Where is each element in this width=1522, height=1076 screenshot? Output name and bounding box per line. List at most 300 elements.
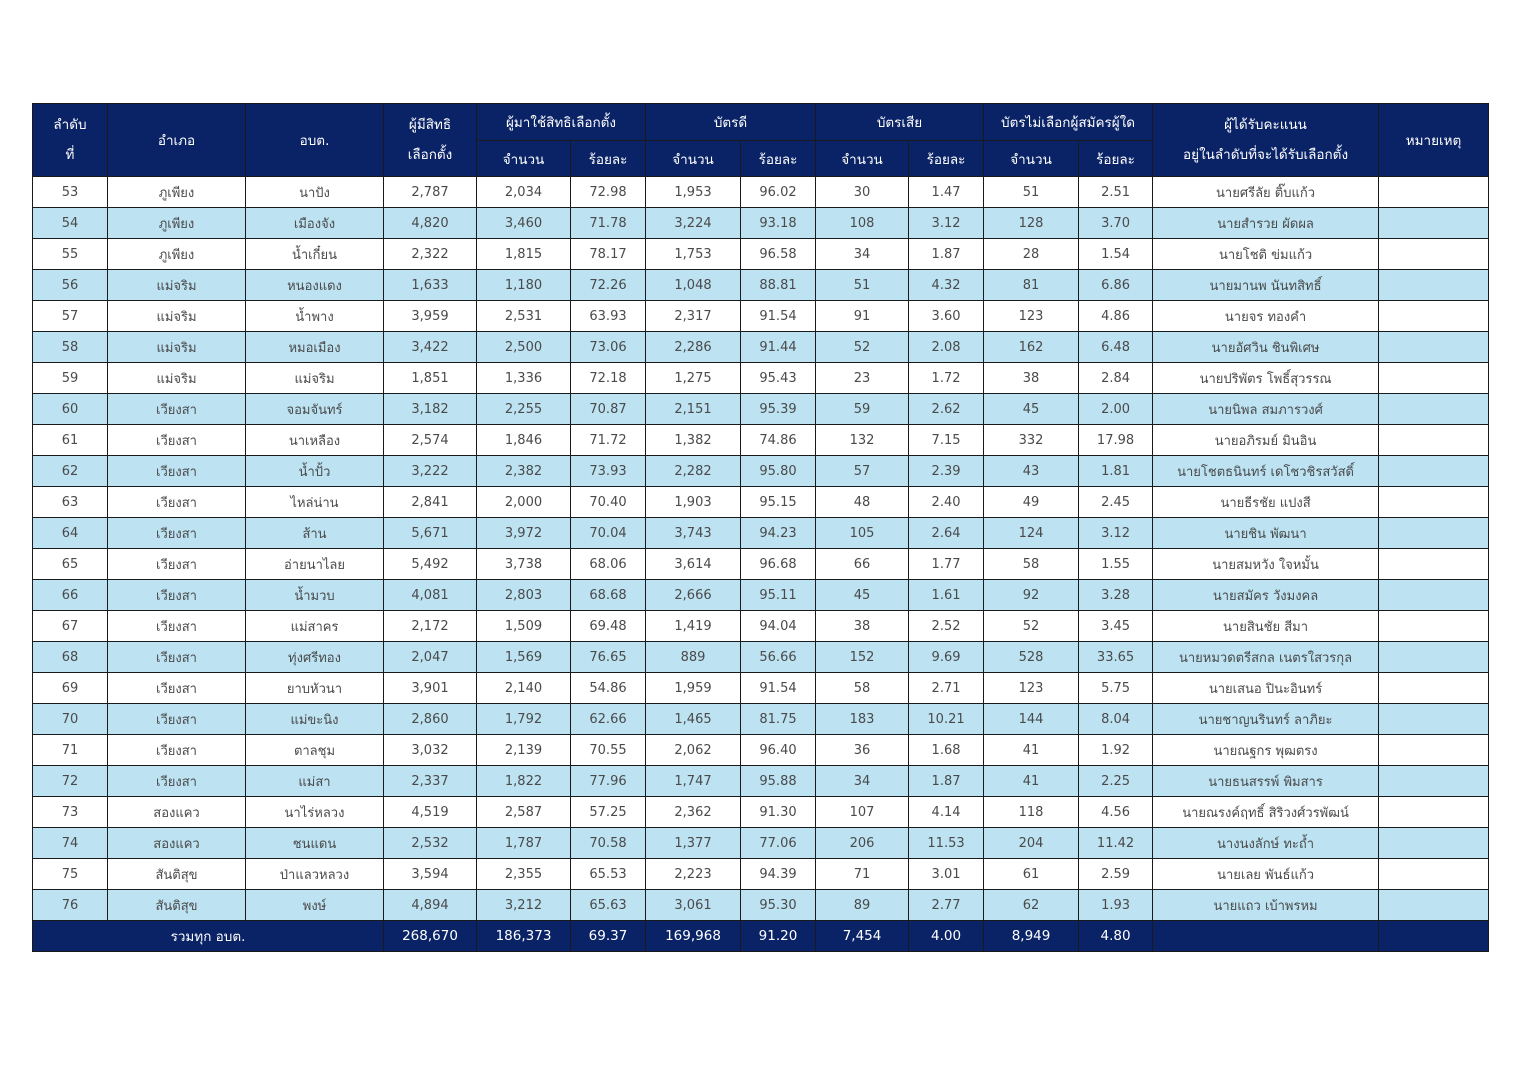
cell-eligible: 4,081 — [384, 580, 477, 611]
total-eligible: 268,670 — [384, 921, 477, 952]
cell-eligible: 5,671 — [384, 518, 477, 549]
cell-good: 1,747 — [646, 766, 741, 797]
cell-sao: ป่าแลวหลวง — [246, 859, 384, 890]
cell-remark — [1379, 797, 1489, 828]
cell-bad: 108 — [816, 208, 909, 239]
cell-seq: 59 — [33, 363, 108, 394]
cell-novote-pct: 33.65 — [1079, 642, 1153, 673]
cell-winner: นายแถว เบ้าพรหม — [1153, 890, 1379, 921]
table-row — [33, 456, 1489, 487]
cell-district: แม่จริม — [108, 301, 246, 332]
cell-voters: 2,382 — [477, 456, 571, 487]
cell-seq: 64 — [33, 518, 108, 549]
total-novote-pct: 4.80 — [1079, 921, 1153, 952]
cell-good-pct: 94.04 — [741, 611, 816, 642]
cell-seq: 66 — [33, 580, 108, 611]
cell-voters: 2,034 — [477, 177, 571, 208]
cell-novote: 41 — [984, 766, 1079, 797]
cell-district: ภูเพียง — [108, 208, 246, 239]
cell-bad-pct: 1.87 — [909, 766, 984, 797]
cell-remark — [1379, 239, 1489, 270]
cell-novote-pct: 2.00 — [1079, 394, 1153, 425]
cell-remark — [1379, 673, 1489, 704]
cell-winner: นายธนสรรพ์ พิมสาร — [1153, 766, 1379, 797]
cell-novote: 332 — [984, 425, 1079, 456]
cell-remark — [1379, 611, 1489, 642]
cell-eligible: 2,860 — [384, 704, 477, 735]
cell-remark — [1379, 859, 1489, 890]
cell-novote: 528 — [984, 642, 1079, 673]
cell-voters-pct: 77.96 — [571, 766, 646, 797]
col-winner-line2: อยู่ในลำดับที่จะได้รับเลือกตั้ง — [1183, 147, 1349, 163]
cell-novote: 52 — [984, 611, 1079, 642]
cell-remark — [1379, 580, 1489, 611]
cell-district: สองแคว — [108, 797, 246, 828]
cell-voters-pct: 65.63 — [571, 890, 646, 921]
cell-novote: 118 — [984, 797, 1079, 828]
table-row — [33, 859, 1489, 890]
cell-bad-pct: 3.12 — [909, 208, 984, 239]
cell-remark — [1379, 642, 1489, 673]
cell-good: 1,959 — [646, 673, 741, 704]
cell-voters: 1,822 — [477, 766, 571, 797]
col-district: อำเภอ — [108, 104, 246, 177]
cell-eligible: 2,574 — [384, 425, 477, 456]
cell-sao: ยาบหัวนา — [246, 673, 384, 704]
cell-bad-pct: 11.53 — [909, 828, 984, 859]
total-good: 169,968 — [646, 921, 741, 952]
cell-novote-pct: 2.59 — [1079, 859, 1153, 890]
cell-sao: ส้าน — [246, 518, 384, 549]
col-sao: อบต. — [246, 104, 384, 177]
cell-seq: 54 — [33, 208, 108, 239]
cell-bad: 23 — [816, 363, 909, 394]
cell-novote-pct: 3.70 — [1079, 208, 1153, 239]
cell-voters-pct: 78.17 — [571, 239, 646, 270]
cell-district: เวียงสา — [108, 487, 246, 518]
cell-seq: 74 — [33, 828, 108, 859]
cell-district: เวียงสา — [108, 518, 246, 549]
col-remark: หมายเหตุ — [1379, 104, 1489, 177]
table-row — [33, 797, 1489, 828]
table-row — [33, 642, 1489, 673]
cell-remark — [1379, 890, 1489, 921]
cell-good-pct: 88.81 — [741, 270, 816, 301]
cell-good: 1,419 — [646, 611, 741, 642]
cell-sao: น้ำมวบ — [246, 580, 384, 611]
cell-voters: 2,803 — [477, 580, 571, 611]
cell-novote: 204 — [984, 828, 1079, 859]
total-voters: 186,373 — [477, 921, 571, 952]
cell-seq: 60 — [33, 394, 108, 425]
cell-eligible: 3,594 — [384, 859, 477, 890]
cell-good-pct: 91.54 — [741, 673, 816, 704]
cell-bad-pct: 4.14 — [909, 797, 984, 828]
cell-eligible: 3,901 — [384, 673, 477, 704]
cell-bad: 58 — [816, 673, 909, 704]
cell-bad-pct: 10.21 — [909, 704, 984, 735]
col-good-count: จำนวน — [646, 141, 741, 177]
cell-district: เวียงสา — [108, 673, 246, 704]
cell-remark — [1379, 394, 1489, 425]
cell-eligible: 3,222 — [384, 456, 477, 487]
cell-bad: 45 — [816, 580, 909, 611]
cell-remark — [1379, 456, 1489, 487]
cell-winner: นายอภิรมย์ มินอิน — [1153, 425, 1379, 456]
cell-novote-pct: 3.45 — [1079, 611, 1153, 642]
cell-good-pct: 95.30 — [741, 890, 816, 921]
table-row — [33, 332, 1489, 363]
cell-bad: 91 — [816, 301, 909, 332]
cell-voters: 2,531 — [477, 301, 571, 332]
cell-remark — [1379, 425, 1489, 456]
col-group-good: บัตรดี — [646, 104, 816, 141]
col-good-percent: ร้อยละ — [741, 141, 816, 177]
cell-voters: 2,587 — [477, 797, 571, 828]
cell-eligible: 2,322 — [384, 239, 477, 270]
cell-novote-pct: 1.55 — [1079, 549, 1153, 580]
cell-district: เวียงสา — [108, 766, 246, 797]
cell-voters: 1,509 — [477, 611, 571, 642]
cell-good: 1,382 — [646, 425, 741, 456]
col-seq-line2: ที่ — [65, 147, 75, 163]
cell-bad: 66 — [816, 549, 909, 580]
cell-voters: 2,255 — [477, 394, 571, 425]
cell-good: 1,465 — [646, 704, 741, 735]
cell-bad: 34 — [816, 766, 909, 797]
cell-bad: 48 — [816, 487, 909, 518]
cell-novote-pct: 17.98 — [1079, 425, 1153, 456]
cell-novote: 123 — [984, 673, 1079, 704]
cell-remark — [1379, 208, 1489, 239]
cell-sao: แม่ขะนิง — [246, 704, 384, 735]
cell-novote-pct: 6.86 — [1079, 270, 1153, 301]
cell-remark — [1379, 549, 1489, 580]
cell-voters: 1,180 — [477, 270, 571, 301]
cell-novote-pct: 1.81 — [1079, 456, 1153, 487]
cell-bad: 105 — [816, 518, 909, 549]
table-row — [33, 518, 1489, 549]
cell-novote: 38 — [984, 363, 1079, 394]
cell-voters: 2,355 — [477, 859, 571, 890]
table-row — [33, 580, 1489, 611]
cell-eligible: 3,422 — [384, 332, 477, 363]
cell-novote-pct: 1.92 — [1079, 735, 1153, 766]
cell-novote: 43 — [984, 456, 1079, 487]
cell-sao: หนองแดง — [246, 270, 384, 301]
cell-bad: 132 — [816, 425, 909, 456]
cell-voters-pct: 62.66 — [571, 704, 646, 735]
cell-winner: นางนงลักษ์ ทะถ้ำ — [1153, 828, 1379, 859]
cell-novote-pct: 2.51 — [1079, 177, 1153, 208]
cell-voters: 1,846 — [477, 425, 571, 456]
cell-winner: นายหมวดตรีสกล เนตรใสวรกุล — [1153, 642, 1379, 673]
cell-good-pct: 95.80 — [741, 456, 816, 487]
cell-novote-pct: 1.54 — [1079, 239, 1153, 270]
cell-bad-pct: 3.01 — [909, 859, 984, 890]
cell-bad-pct: 2.71 — [909, 673, 984, 704]
total-remark-empty — [1379, 921, 1489, 952]
cell-novote: 62 — [984, 890, 1079, 921]
cell-good: 2,223 — [646, 859, 741, 890]
cell-district: สองแคว — [108, 828, 246, 859]
cell-good: 1,953 — [646, 177, 741, 208]
cell-bad: 30 — [816, 177, 909, 208]
cell-bad-pct: 2.64 — [909, 518, 984, 549]
cell-bad: 52 — [816, 332, 909, 363]
cell-novote-pct: 1.93 — [1079, 890, 1153, 921]
col-bad-percent: ร้อยละ — [909, 141, 984, 177]
cell-sao: นาปัง — [246, 177, 384, 208]
col-group-bad: บัตรเสีย — [816, 104, 984, 141]
table-footer — [33, 921, 1489, 952]
cell-voters: 1,815 — [477, 239, 571, 270]
cell-winner: นายเลย พันธ์แก้ว — [1153, 859, 1379, 890]
cell-eligible: 2,532 — [384, 828, 477, 859]
cell-seq: 57 — [33, 301, 108, 332]
cell-novote: 123 — [984, 301, 1079, 332]
table-row — [33, 673, 1489, 704]
cell-good-pct: 91.54 — [741, 301, 816, 332]
table-row — [33, 394, 1489, 425]
cell-remark — [1379, 735, 1489, 766]
cell-good: 2,062 — [646, 735, 741, 766]
cell-district: สันติสุข — [108, 890, 246, 921]
cell-good-pct: 74.86 — [741, 425, 816, 456]
cell-novote-pct: 11.42 — [1079, 828, 1153, 859]
cell-voters-pct: 70.40 — [571, 487, 646, 518]
cell-good: 2,666 — [646, 580, 741, 611]
cell-winner: นายปริพัตร โพธิ์สุวรรณ — [1153, 363, 1379, 394]
cell-winner: นายณฐกร พุฒตรง — [1153, 735, 1379, 766]
cell-voters-pct: 70.87 — [571, 394, 646, 425]
cell-good-pct: 96.58 — [741, 239, 816, 270]
cell-winner: นายสำรวย ผัดผล — [1153, 208, 1379, 239]
cell-winner: นายโชติ ข่มแก้ว — [1153, 239, 1379, 270]
cell-winner: นายศรีลัย ติ๊บแก้ว — [1153, 177, 1379, 208]
cell-winner: นายณรงค์ฤทธิ์ สิริวงศ์วรพัฒน์ — [1153, 797, 1379, 828]
cell-seq: 67 — [33, 611, 108, 642]
table-row — [33, 270, 1489, 301]
cell-novote-pct: 3.12 — [1079, 518, 1153, 549]
cell-bad-pct: 2.39 — [909, 456, 984, 487]
table-row — [33, 735, 1489, 766]
cell-eligible: 2,337 — [384, 766, 477, 797]
cell-bad-pct: 1.61 — [909, 580, 984, 611]
cell-winner: นายสมหวัง ใจหมั้น — [1153, 549, 1379, 580]
col-seq-line1: ลำดับ — [53, 117, 87, 133]
cell-bad: 89 — [816, 890, 909, 921]
cell-eligible: 2,841 — [384, 487, 477, 518]
table-row — [33, 890, 1489, 921]
cell-novote: 45 — [984, 394, 1079, 425]
cell-good-pct: 96.02 — [741, 177, 816, 208]
cell-good-pct: 77.06 — [741, 828, 816, 859]
cell-good: 1,753 — [646, 239, 741, 270]
cell-good-pct: 95.88 — [741, 766, 816, 797]
table-row — [33, 239, 1489, 270]
cell-seq: 65 — [33, 549, 108, 580]
cell-novote: 51 — [984, 177, 1079, 208]
col-group-voters: ผู้มาใช้สิทธิเลือกตั้ง — [477, 104, 646, 141]
col-eligible — [384, 104, 477, 177]
cell-seq: 63 — [33, 487, 108, 518]
cell-bad: 59 — [816, 394, 909, 425]
table-row — [33, 549, 1489, 580]
cell-seq: 62 — [33, 456, 108, 487]
cell-sao: จอมจันทร์ — [246, 394, 384, 425]
table-row — [33, 704, 1489, 735]
cell-seq: 71 — [33, 735, 108, 766]
cell-good: 2,362 — [646, 797, 741, 828]
cell-voters-pct: 54.86 — [571, 673, 646, 704]
cell-good: 2,317 — [646, 301, 741, 332]
cell-novote: 128 — [984, 208, 1079, 239]
cell-eligible: 3,032 — [384, 735, 477, 766]
cell-eligible: 4,519 — [384, 797, 477, 828]
cell-remark — [1379, 301, 1489, 332]
cell-winner: นายโชตธนินทร์ เดโชวชิรสวัสดิ์ — [1153, 456, 1379, 487]
cell-voters: 1,787 — [477, 828, 571, 859]
cell-voters: 2,500 — [477, 332, 571, 363]
cell-district: เวียงสา — [108, 394, 246, 425]
total-good-pct: 91.20 — [741, 921, 816, 952]
cell-sao: ชนแดน — [246, 828, 384, 859]
cell-district: เวียงสา — [108, 642, 246, 673]
cell-novote-pct: 2.25 — [1079, 766, 1153, 797]
cell-voters-pct: 69.48 — [571, 611, 646, 642]
table-row — [33, 301, 1489, 332]
cell-voters-pct: 68.06 — [571, 549, 646, 580]
cell-sao: นาเหลือง — [246, 425, 384, 456]
cell-voters-pct: 70.55 — [571, 735, 646, 766]
cell-good-pct: 95.15 — [741, 487, 816, 518]
cell-good: 2,151 — [646, 394, 741, 425]
cell-winner: นายสินชัย สีมา — [1153, 611, 1379, 642]
total-bad: 7,454 — [816, 921, 909, 952]
cell-bad: 152 — [816, 642, 909, 673]
col-eligible-line2: เลือกตั้ง — [407, 147, 453, 163]
cell-winner: นายเสนอ ปินะอินทร์ — [1153, 673, 1379, 704]
cell-seq: 70 — [33, 704, 108, 735]
cell-bad: 36 — [816, 735, 909, 766]
total-novote: 8,949 — [984, 921, 1079, 952]
cell-seq: 58 — [33, 332, 108, 363]
cell-novote-pct: 4.86 — [1079, 301, 1153, 332]
cell-seq: 73 — [33, 797, 108, 828]
cell-remark — [1379, 487, 1489, 518]
cell-eligible: 1,851 — [384, 363, 477, 394]
cell-novote: 162 — [984, 332, 1079, 363]
cell-voters: 3,972 — [477, 518, 571, 549]
total-winner-empty — [1153, 921, 1379, 952]
cell-sao: น้ำพาง — [246, 301, 384, 332]
cell-good: 1,903 — [646, 487, 741, 518]
cell-sao: แม่จริม — [246, 363, 384, 394]
cell-good: 1,275 — [646, 363, 741, 394]
cell-novote: 58 — [984, 549, 1079, 580]
cell-voters: 1,336 — [477, 363, 571, 394]
cell-voters-pct: 71.78 — [571, 208, 646, 239]
cell-good: 3,061 — [646, 890, 741, 921]
cell-novote-pct: 8.04 — [1079, 704, 1153, 735]
cell-seq: 56 — [33, 270, 108, 301]
cell-voters: 2,139 — [477, 735, 571, 766]
cell-good-pct: 93.18 — [741, 208, 816, 239]
cell-eligible: 2,172 — [384, 611, 477, 642]
cell-good-pct: 56.66 — [741, 642, 816, 673]
cell-voters-pct: 72.18 — [571, 363, 646, 394]
cell-voters: 2,140 — [477, 673, 571, 704]
cell-good: 3,743 — [646, 518, 741, 549]
cell-seq: 61 — [33, 425, 108, 456]
cell-remark — [1379, 332, 1489, 363]
cell-winner: นายสมัคร วังมงคล — [1153, 580, 1379, 611]
cell-bad: 38 — [816, 611, 909, 642]
table-row — [33, 611, 1489, 642]
cell-good: 2,286 — [646, 332, 741, 363]
cell-voters-pct: 73.93 — [571, 456, 646, 487]
cell-bad-pct: 1.68 — [909, 735, 984, 766]
cell-novote-pct: 5.75 — [1079, 673, 1153, 704]
cell-sao: ไหล่น่าน — [246, 487, 384, 518]
cell-seq: 69 — [33, 673, 108, 704]
col-bad-count: จำนวน — [816, 141, 909, 177]
cell-voters-pct: 76.65 — [571, 642, 646, 673]
cell-good-pct: 96.68 — [741, 549, 816, 580]
cell-district: แม่จริม — [108, 270, 246, 301]
cell-eligible: 3,182 — [384, 394, 477, 425]
cell-seq: 68 — [33, 642, 108, 673]
cell-seq: 53 — [33, 177, 108, 208]
col-seq — [33, 104, 108, 177]
cell-winner: นายชิน พัฒนา — [1153, 518, 1379, 549]
cell-voters-pct: 73.06 — [571, 332, 646, 363]
cell-seq: 72 — [33, 766, 108, 797]
cell-good-pct: 95.11 — [741, 580, 816, 611]
cell-sao: น้ำปั้ว — [246, 456, 384, 487]
cell-good-pct: 95.43 — [741, 363, 816, 394]
cell-bad: 206 — [816, 828, 909, 859]
cell-district: เวียงสา — [108, 580, 246, 611]
cell-bad-pct: 2.77 — [909, 890, 984, 921]
cell-district: สันติสุข — [108, 859, 246, 890]
cell-good-pct: 94.23 — [741, 518, 816, 549]
cell-eligible: 1,633 — [384, 270, 477, 301]
cell-good-pct: 91.30 — [741, 797, 816, 828]
cell-remark — [1379, 177, 1489, 208]
cell-bad-pct: 4.32 — [909, 270, 984, 301]
cell-district: เวียงสา — [108, 704, 246, 735]
col-group-novote: บัตรไม่เลือกผู้สมัครผู้ใด — [984, 104, 1153, 141]
cell-sao: น้ำเกี๋ยน — [246, 239, 384, 270]
cell-bad-pct: 3.60 — [909, 301, 984, 332]
total-label: รวมทุก อบต. — [33, 921, 384, 952]
cell-sao: ตาลชุม — [246, 735, 384, 766]
cell-novote-pct: 4.56 — [1079, 797, 1153, 828]
cell-seq: 75 — [33, 859, 108, 890]
cell-novote: 92 — [984, 580, 1079, 611]
cell-eligible: 2,047 — [384, 642, 477, 673]
cell-winner: นายจร ทองคำ — [1153, 301, 1379, 332]
col-novote-percent: ร้อยละ — [1079, 141, 1153, 177]
election-results-table — [32, 103, 1489, 952]
cell-good-pct: 95.39 — [741, 394, 816, 425]
cell-good-pct: 96.40 — [741, 735, 816, 766]
table-row — [33, 208, 1489, 239]
cell-bad: 34 — [816, 239, 909, 270]
table-body — [33, 177, 1489, 921]
